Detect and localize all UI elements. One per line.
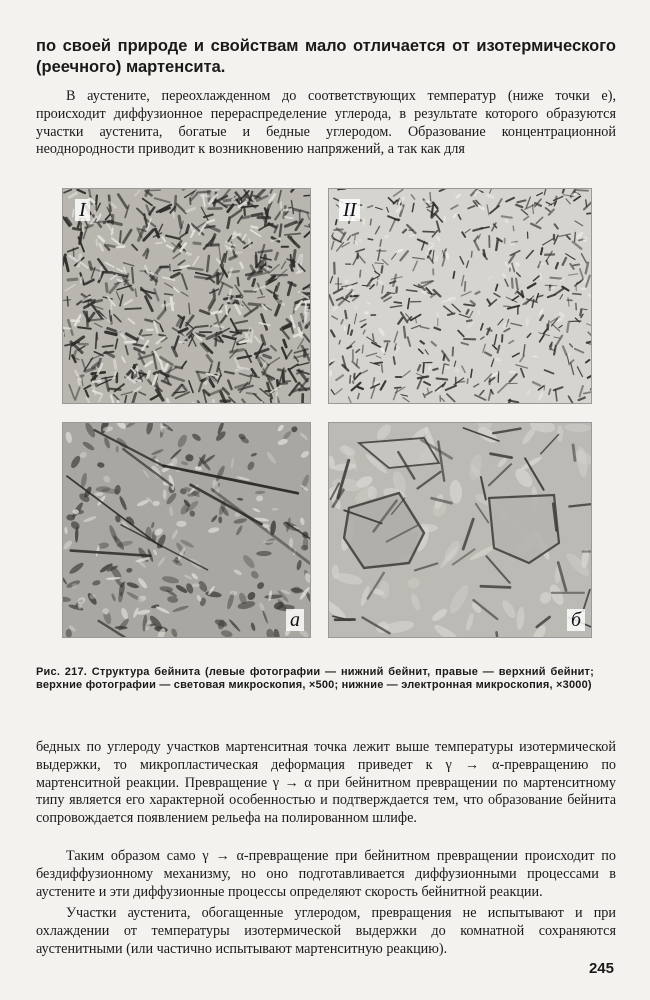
photo-label-a: а — [286, 609, 304, 631]
paragraph-4: Участки аустенита, обогащенные углеродом, превращения не испытывают и при охлаждении от температуры изотермической выдержки до комнатной сохраняются аустенитными (или частично испытывают мартенситную реакцию). — [36, 905, 616, 957]
photo-label-i: I — [75, 199, 90, 221]
page-number: 245 — [588, 960, 614, 977]
photo-label-ii: II — [339, 199, 360, 221]
lead-text: по своей природе и свойствам мало отличается от изотермического (реечного) мартенсита. — [36, 37, 616, 76]
paragraph-2: бедных по углероду участков мартенситная точка лежит выше температуры изотермической выдержки, то микропластическая деформация приведет к γ → α-превращению по мартенситной реакции. Превращение γ → α при бейнитном превращении по мартенситному типу является его характерной особенностью и подтверждается тем, что образование бейнита сопровождается появлением рельефа на полированном шлифе. — [36, 739, 616, 827]
micrograph-upper-bainite-electron — [328, 422, 592, 638]
micrograph-lower-bainite-electron — [62, 422, 311, 638]
figure-caption: Рис. 217. Структура бейнита (левые фотографии — нижний бейнит, правые — верхний бейнит; верхние фотографии — световая микроскопия, ×500; нижние — электронная микроскопия, ×3000) — [36, 666, 594, 692]
micrograph-upper-bainite-optical — [328, 188, 592, 404]
photo-label-b: б — [567, 609, 585, 631]
figure-217 — [62, 188, 592, 640]
paragraph-3: Таким образом само γ → α-превращение при бейнитном превращении происходит по бездиффузионному механизму, но оно подготавливается диффузионными процессами в аустените и эти диффузионные процессы определяют скорость бейнитной реакции. — [36, 848, 616, 900]
paragraph-1: В аустените, переохлажденном до соответствующих температур (ниже точки e), происходит диффузионное перераспределение углерода, в результате которого образуются участки аустенита, богатые и бедные углеродом. Образование концентрационной неоднородности приводит к возникновению напряжений, а так как для — [36, 88, 616, 158]
micrograph-lower-bainite-optical — [62, 188, 311, 404]
